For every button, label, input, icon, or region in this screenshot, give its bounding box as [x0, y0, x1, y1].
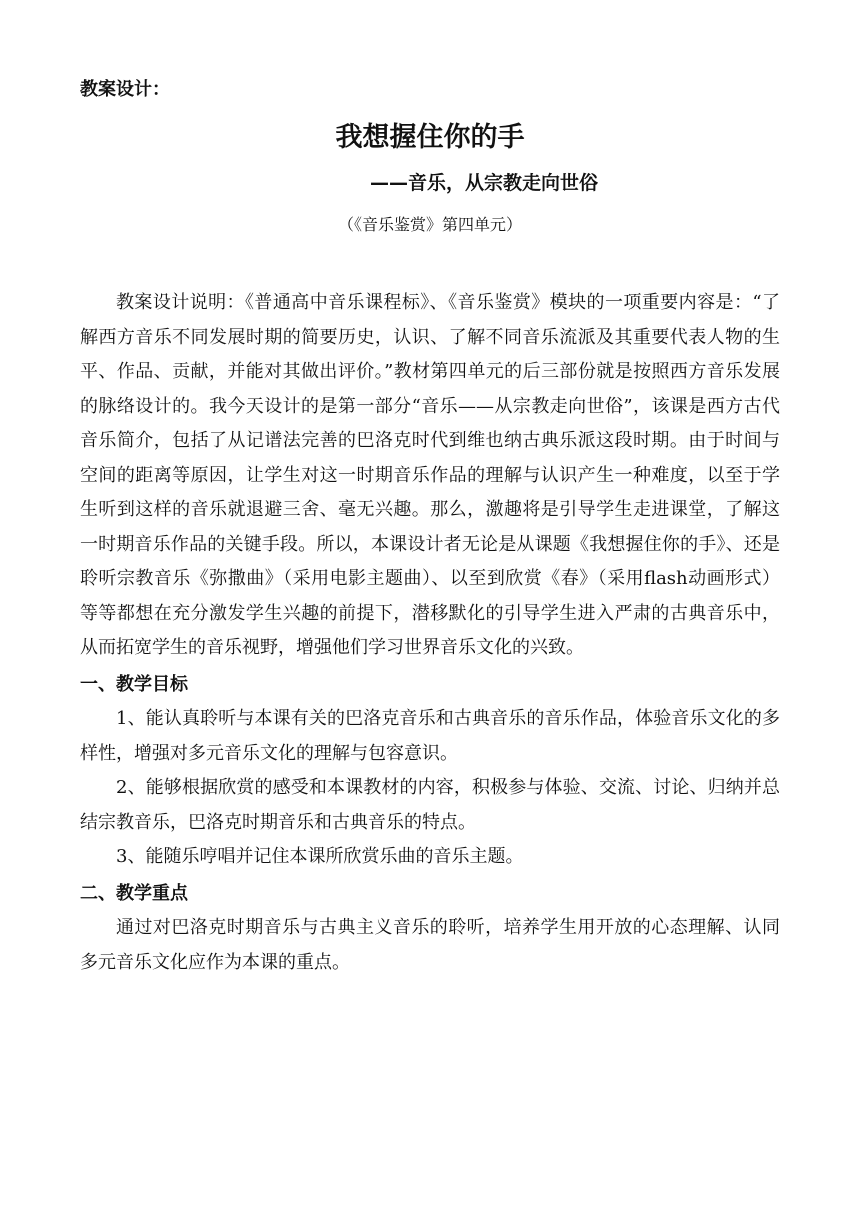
objective-item-1: 1、能认真聆听与本课有关的巴洛克音乐和古典音乐的音乐作品，体验音乐文化的多样性，增强对多元音乐文化的理解与包容意识。: [80, 708, 780, 764]
objective-item-3: 3、能随乐哼唱并记住本课所欣赏乐曲的音乐主题。: [116, 846, 524, 867]
key-points-paragraph: 通过对巴洛克时期音乐与古典主义音乐的聆听，培养学生用开放的心态理解、认同多元音乐文化应作为本课的重点。: [80, 917, 780, 973]
section-heading-objectives: 一、教学目标: [80, 673, 188, 695]
objective-item-2: 2、能够根据欣赏的感受和本课教材的内容，积极参与体验、交流、讨论、归纳并总结宗教音乐，巴洛克时期音乐和古典音乐的特点。: [80, 777, 780, 833]
page-subtitle: ——音乐，从宗教走向世俗: [370, 172, 599, 194]
unit-note: （《音乐鉴赏》第四单元）: [337, 215, 522, 234]
lesson-plan-label: 教案设计：: [80, 79, 170, 100]
section-heading-key-points: 二、教学重点: [80, 882, 188, 904]
page-title: 我想握住你的手: [335, 122, 525, 153]
intro-paragraph: 教案设计说明：《普通高中音乐课程标》、《音乐鉴赏》模块的一项重要内容是：“了解西方音乐不同发展时期的简要历史，认识、了解不同音乐流派及其重要代表人物的生平、作品、贡献，并能对其做出评价。”教材第四单元的后三部份就是按照西方音乐发展的脉络设计的。我今天设计的是第一部分“音乐——从宗教走向世俗”，该课是西方古代音乐简介，包括了从记谱法完善的巴洛克时代到维也纳古典乐派这段时期。由于时间与空间的距离等原因，让学生对这一时期音乐作品的理解与认识产生一种难度，以至于学生听到这样的音乐就退避三舍、毫无兴趣。那么，激趣将是引导学生走进课堂，了解这一时期音乐作品的关键手段。所以，本课设计者无论是从课题《我想握住你的手》、还是聆听宗教音乐《弥撒曲》（采用电影主题曲）、以至到欣赏《春》（采用flash动画形式）等等都想在充分激发学生兴趣的前提下，潜移默化的引导学生进入严肃的古典音乐中，从而拓宽学生的音乐视野，增强他们学习世界音乐文化的兴致。: [80, 292, 780, 658]
document-body: [80, 286, 780, 980]
